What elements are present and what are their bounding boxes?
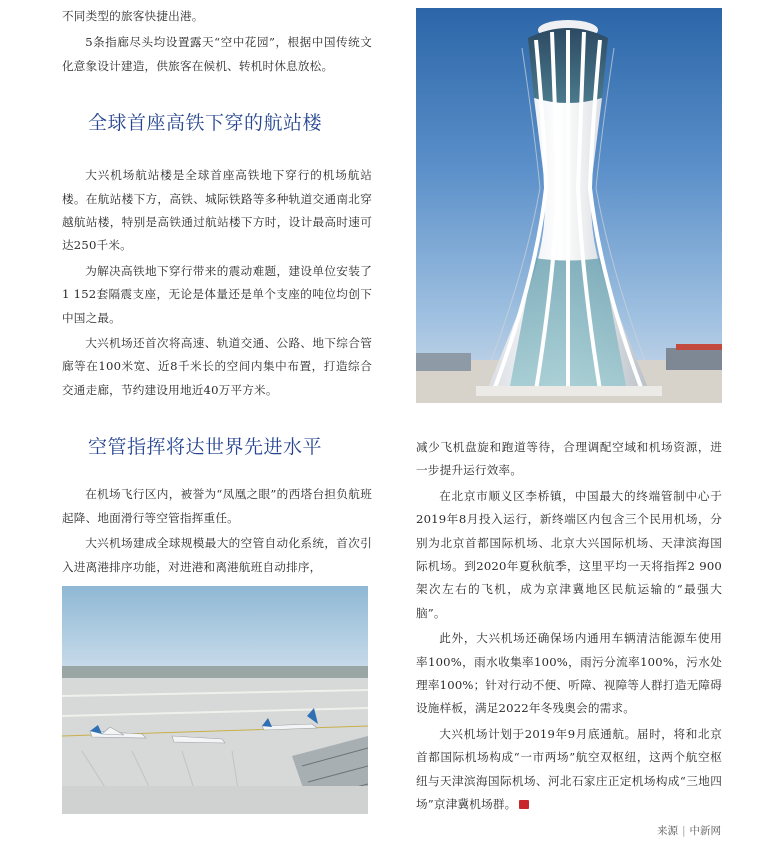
rail-paragraph-3: 大兴机场还首次将高速、轨道交通、公路、地下综合管廊等在100米宽、近8千米长的空间内集中布置，打造综合交通走廊，节约建设用地近40万平方米。 <box>62 336 372 397</box>
control-tower-photo <box>416 8 722 403</box>
rail-paragraph-2: 为解决高铁地下穿行带来的震动难题，建设单位安装了1 152套隔震支座，无论是体量还是单个支座的吨位均创下中国之最。 <box>62 263 372 325</box>
intro-paragraph-2: 5条指廊尽头均设置露天“空中花园”，根据中国传统文化意象设计建造，供旅客在候机、转机时休息放松。 <box>62 35 372 73</box>
source-name: 中新网 <box>689 825 722 837</box>
divider: | <box>682 825 686 837</box>
end-mark-icon <box>519 800 529 809</box>
right-paragraph-1: 减少飞机盘旋和跑道等待，合理调配空域和机场资源，进一步提升运行效率。 <box>416 440 722 478</box>
intro-paragraph-1: 不同类型的旅客快捷出港。 <box>62 9 204 23</box>
section-title-atc: 空管指挥将达世界先进水平 <box>88 436 323 459</box>
atc-paragraph-2: 大兴机场建成全球规模最大的空管自动化系统，首次引入进离港排序功能，对进港和离港航班自动排序， <box>62 536 372 574</box>
left-column <box>62 5 372 579</box>
right-column <box>416 436 722 817</box>
section-title-rail: 全球首座高铁下穿的航站楼 <box>88 112 323 135</box>
right-paragraph-2: 在北京市顺义区李桥镇，中国最大的终端管制中心于2019年8月投入运行，新终端区内包含三个民用机场，分别为北京首都国际机场、北京大兴国际机场、天津滨海国际机场。到2020年夏秋航季，这里平均一天将指挥2 900架次左右的飞机，成为京津冀地区民航运输的“最强大脑”。 <box>416 488 722 620</box>
rail-paragraph-1: 大兴机场航站楼是全球首座高铁地下穿行的机场航站楼。在航站楼下方，高铁、城际铁路等多种轨道交通南北穿越航站楼，特别是高铁通过航站楼下方时，设计最高时速可达250千米。 <box>62 168 372 253</box>
right-paragraph-4: 大兴机场计划于2019年9月底通航。届时，将和北京首都国际机场构成“一市两场”航空双枢纽，这两个航空枢纽与天津滨海国际机场、河北石家庄正定机场构成“三地四场”京津冀机场群。 <box>416 726 722 812</box>
source-credit <box>657 823 721 838</box>
airport-apron-photo <box>62 586 368 814</box>
atc-paragraph-1: 在机场飞行区内，被誉为“凤凰之眼”的西塔台担负航班起降、地面滑行等空管指挥重任。 <box>62 487 372 525</box>
right-paragraph-3: 此外，大兴机场还确保场内通用车辆清洁能源车使用率100%，雨水收集率100%，雨污分流率100%，污水处理率100%；针对行动不便、听障、视障等人群打造无障碍设施样板，满足2022年冬残奥会的需求。 <box>416 631 722 716</box>
source-label: 来源 <box>657 825 678 837</box>
